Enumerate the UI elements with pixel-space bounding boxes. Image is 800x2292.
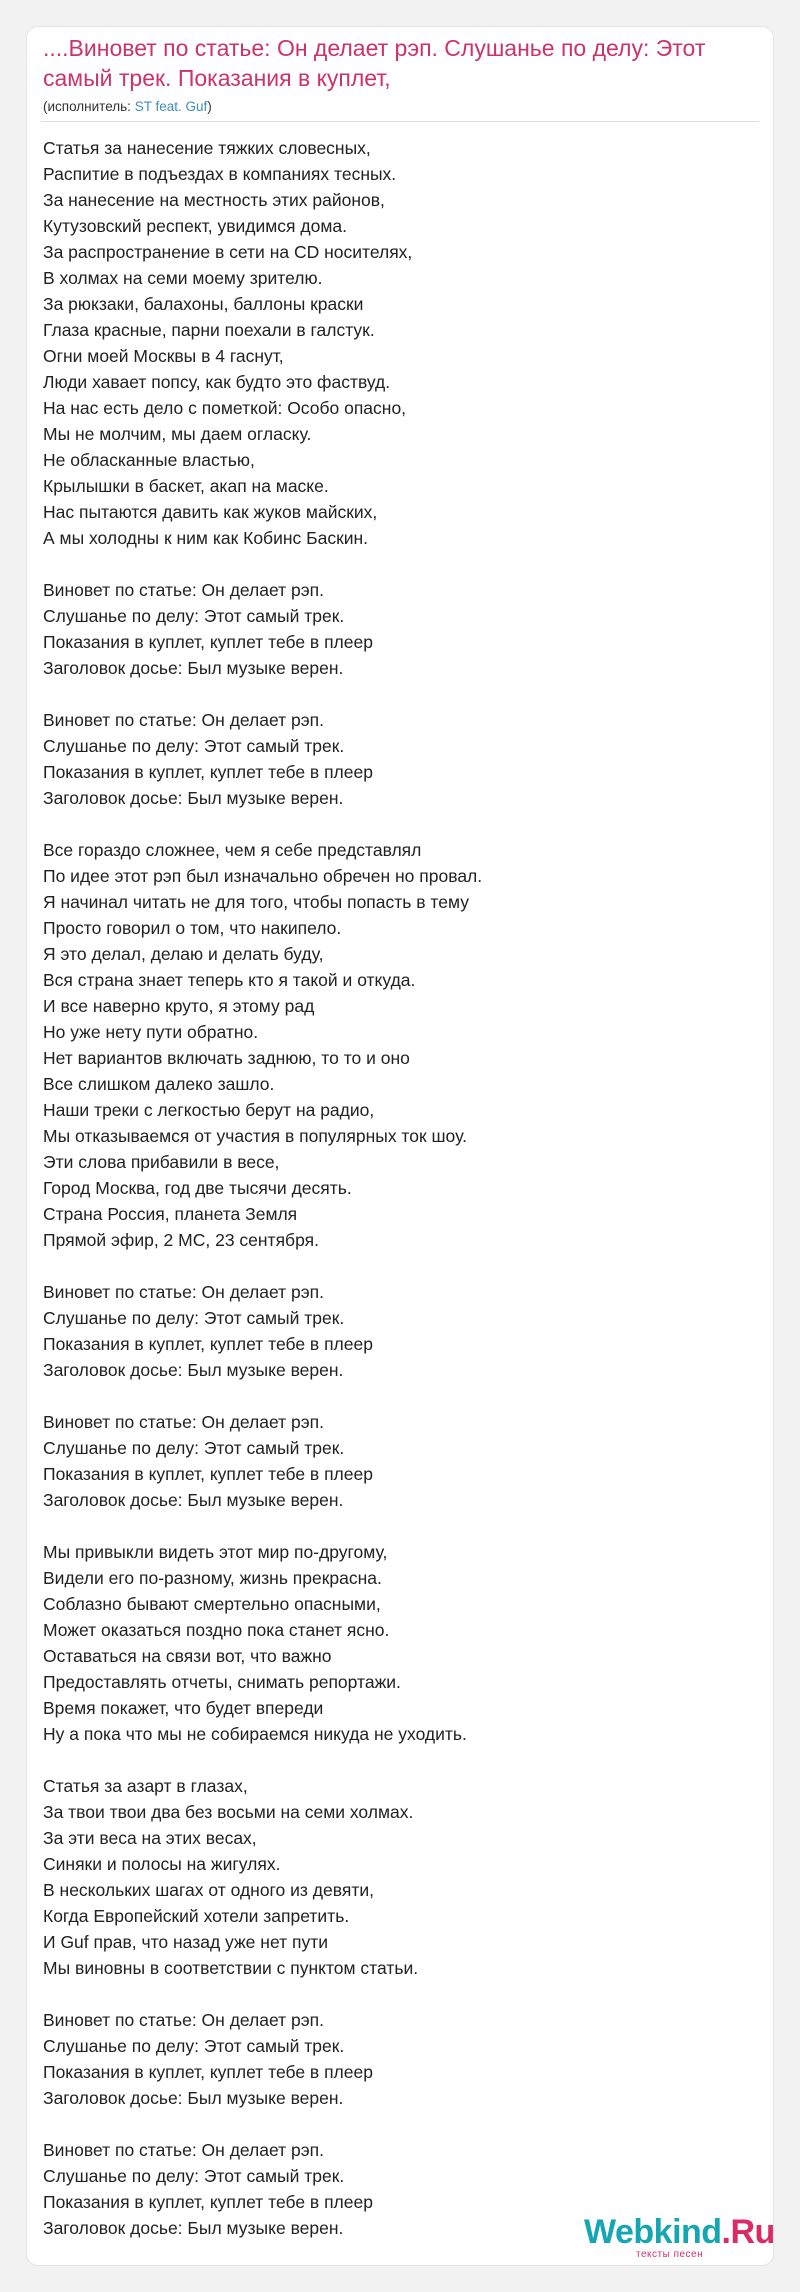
lyric-line: Синяки и полосы на жигулях. <box>43 1854 281 1874</box>
header-divider <box>41 121 759 122</box>
lyric-line: Нет вариантов включать заднюю, то то и оно <box>43 1048 410 1068</box>
artist-line <box>43 99 212 114</box>
lyric-line: Время покажет, что будет впереди <box>43 1698 324 1718</box>
lyric-line: И все наверно круто, я этому рад <box>43 996 315 1016</box>
lyric-line: Слушанье по делу: Этот самый трек. <box>43 2166 345 2186</box>
lyrics-stanza <box>43 1539 743 1747</box>
lyric-line: Заголовок досье: Был музыке верен. <box>43 658 344 678</box>
lyric-line: На нас есть дело с пометкой: Особо опасно, <box>43 398 407 418</box>
lyric-line: Виновет по статье: Он делает рэп. <box>43 1412 325 1432</box>
lyric-line: Соблазно бывают смертельно опасными, <box>43 1594 381 1614</box>
lyric-line: Все гораздо сложнее, чем я себе представлял <box>43 840 422 860</box>
lyric-line: Ну а пока что мы не собираемся никуда не уходить. <box>43 1724 467 1744</box>
page-title: ....Виновет по статье: Он делает рэп. Слушанье по делу: Этот самый трек. Показания в куплет, <box>43 35 706 91</box>
artist-prefix: (исполнитель: <box>43 99 135 114</box>
lyric-line: Показания в куплет, куплет тебе в плеер <box>43 2062 373 2082</box>
lyric-line: По идее этот рэп был изначально обречен но провал. <box>43 866 483 886</box>
lyric-line: За твои твои два без восьми на семи холмах. <box>43 1802 414 1822</box>
lyric-line: В холмах на семи моему зрителю. <box>43 268 323 288</box>
lyric-line: Эти слова прибавили в весе, <box>43 1152 280 1172</box>
lyric-line: Но уже нету пути обратно. <box>43 1022 259 1042</box>
lyric-line: За нанесение на местность этих районов, <box>43 190 385 210</box>
lyric-line: Статья за нанесение тяжких словесных, <box>43 138 371 158</box>
logo-tagline: тексты песен <box>636 2249 704 2260</box>
lyric-line: Виновет по статье: Он делает рэп. <box>43 710 325 730</box>
lyric-line: Виновет по статье: Он делает рэп. <box>43 580 325 600</box>
lyric-line: Заголовок досье: Был музыке верен. <box>43 2088 344 2108</box>
lyrics-card <box>26 26 774 2266</box>
lyric-line: Заголовок досье: Был музыке верен. <box>43 788 344 808</box>
lyric-line: Огни моей Москвы в 4 гаснут, <box>43 346 284 366</box>
lyric-line: Люди хавает попсу, как будто это фаствуд. <box>43 372 391 392</box>
lyric-line: Заголовок досье: Был музыке верен. <box>43 1360 344 1380</box>
logo-tld: .Ru <box>721 2213 775 2251</box>
lyrics-stanza <box>43 837 743 1253</box>
lyric-line: Показания в куплет, куплет тебе в плеер <box>43 762 373 782</box>
lyric-line: Наши треки с легкостью берут на радио, <box>43 1100 375 1120</box>
lyric-line: В нескольких шагах от одного из девяти, <box>43 1880 374 1900</box>
logo-word: Webkind <box>584 2213 722 2251</box>
lyric-line: Не обласканные властью, <box>43 450 255 470</box>
lyric-line: Предоставлять отчеты, снимать репортажи. <box>43 1672 401 1692</box>
lyric-line: Показания в куплет, куплет тебе в плеер <box>43 1464 373 1484</box>
lyric-line: Я начинал читать не для того, чтобы попасть в тему <box>43 892 469 912</box>
lyric-line: За эти веса на этих весах, <box>43 1828 257 1848</box>
lyric-line: Распитие в подъездах в компаниях тесных. <box>43 164 397 184</box>
lyric-line: Показания в куплет, куплет тебе в плеер <box>43 632 373 652</box>
lyric-line: Показания в куплет, куплет тебе в плеер <box>43 1334 373 1354</box>
lyric-line: Статья за азарт в глазах, <box>43 1776 248 1796</box>
lyric-line: Мы привыкли видеть этот мир по-другому, <box>43 1542 388 1562</box>
lyric-line: Просто говорил о том, что накипело. <box>43 918 342 938</box>
lyric-line: Слушанье по делу: Этот самый трек. <box>43 606 345 626</box>
lyrics-stanza <box>43 1409 743 1513</box>
lyric-line: Заголовок досье: Был музыке верен. <box>43 2218 344 2238</box>
lyric-line: Видели его по-разному, жизнь прекрасна. <box>43 1568 382 1588</box>
lyric-line: Оставаться на связи вот, что важно <box>43 1646 332 1666</box>
lyric-line: Может оказаться поздно пока станет ясно. <box>43 1620 390 1640</box>
lyric-line: Слушанье по делу: Этот самый трек. <box>43 1438 345 1458</box>
lyric-line: Прямой эфир, 2 МС, 23 сентября. <box>43 1230 319 1250</box>
lyric-line: Нас пытаются давить как жуков майских, <box>43 502 378 522</box>
lyric-line: Слушанье по делу: Этот самый трек. <box>43 2036 345 2056</box>
lyrics-stanza <box>43 1773 743 1981</box>
lyric-line: А мы холодны к ним как Кобинс Баскин. <box>43 528 369 548</box>
lyrics-stanza <box>43 577 743 681</box>
lyric-line: Слушанье по делу: Этот самый трек. <box>43 736 345 756</box>
lyric-line: За рюкзаки, балахоны, баллоны краски <box>43 294 364 314</box>
artist-suffix: ) <box>207 99 212 114</box>
lyrics-stanza <box>43 2007 743 2111</box>
lyric-line: Виновет по статье: Он делает рэп. <box>43 1282 325 1302</box>
lyric-line: Заголовок досье: Был музыке верен. <box>43 1490 344 1510</box>
lyric-line: Страна Россия, планета Земля <box>43 1204 298 1224</box>
lyric-line: И Guf прав, что назад уже нет пути <box>43 1932 328 1952</box>
artist-link[interactable]: ST feat. Guf <box>134 99 208 114</box>
lyrics-stanza <box>43 707 743 811</box>
webkind-logo[interactable] <box>584 2212 794 2262</box>
lyric-line: Показания в куплет, куплет тебе в плеер <box>43 2192 373 2212</box>
lyric-line: Город Москва, год две тысячи десять. <box>43 1178 352 1198</box>
lyrics-stanza <box>43 1279 743 1383</box>
lyrics-stanza <box>43 135 743 551</box>
lyric-line: Мы не молчим, мы даем огласку. <box>43 424 312 444</box>
lyric-line: Кутузовский респект, увидимся дома. <box>43 216 347 236</box>
lyric-line: Когда Европейский хотели запретить. <box>43 1906 350 1926</box>
lyric-line: За распространение в сети на CD носителях, <box>43 242 413 262</box>
lyric-line: Глаза красные, парни поехали в галстук. <box>43 320 375 340</box>
lyric-line: Все слишком далеко зашло. <box>43 1074 275 1094</box>
lyric-line: Слушанье по делу: Этот самый трек. <box>43 1308 345 1328</box>
lyric-line: Мы виновны в соответствии с пунктом статьи. <box>43 1958 419 1978</box>
lyric-line: Виновет по статье: Он делает рэп. <box>43 2010 325 2030</box>
lyric-line: Крылышки в баскет, акап на маске. <box>43 476 329 496</box>
lyric-line: Вся страна знает теперь кто я такой и откуда. <box>43 970 416 990</box>
lyric-line: Я это делал, делаю и делать буду, <box>43 944 324 964</box>
lyrics-body <box>43 135 743 2267</box>
lyric-line: Мы отказываемся от участия в популярных ток шоу. <box>43 1126 467 1146</box>
logo-wordmark <box>584 2212 775 2252</box>
lyric-line: Виновет по статье: Он делает рэп. <box>43 2140 325 2160</box>
